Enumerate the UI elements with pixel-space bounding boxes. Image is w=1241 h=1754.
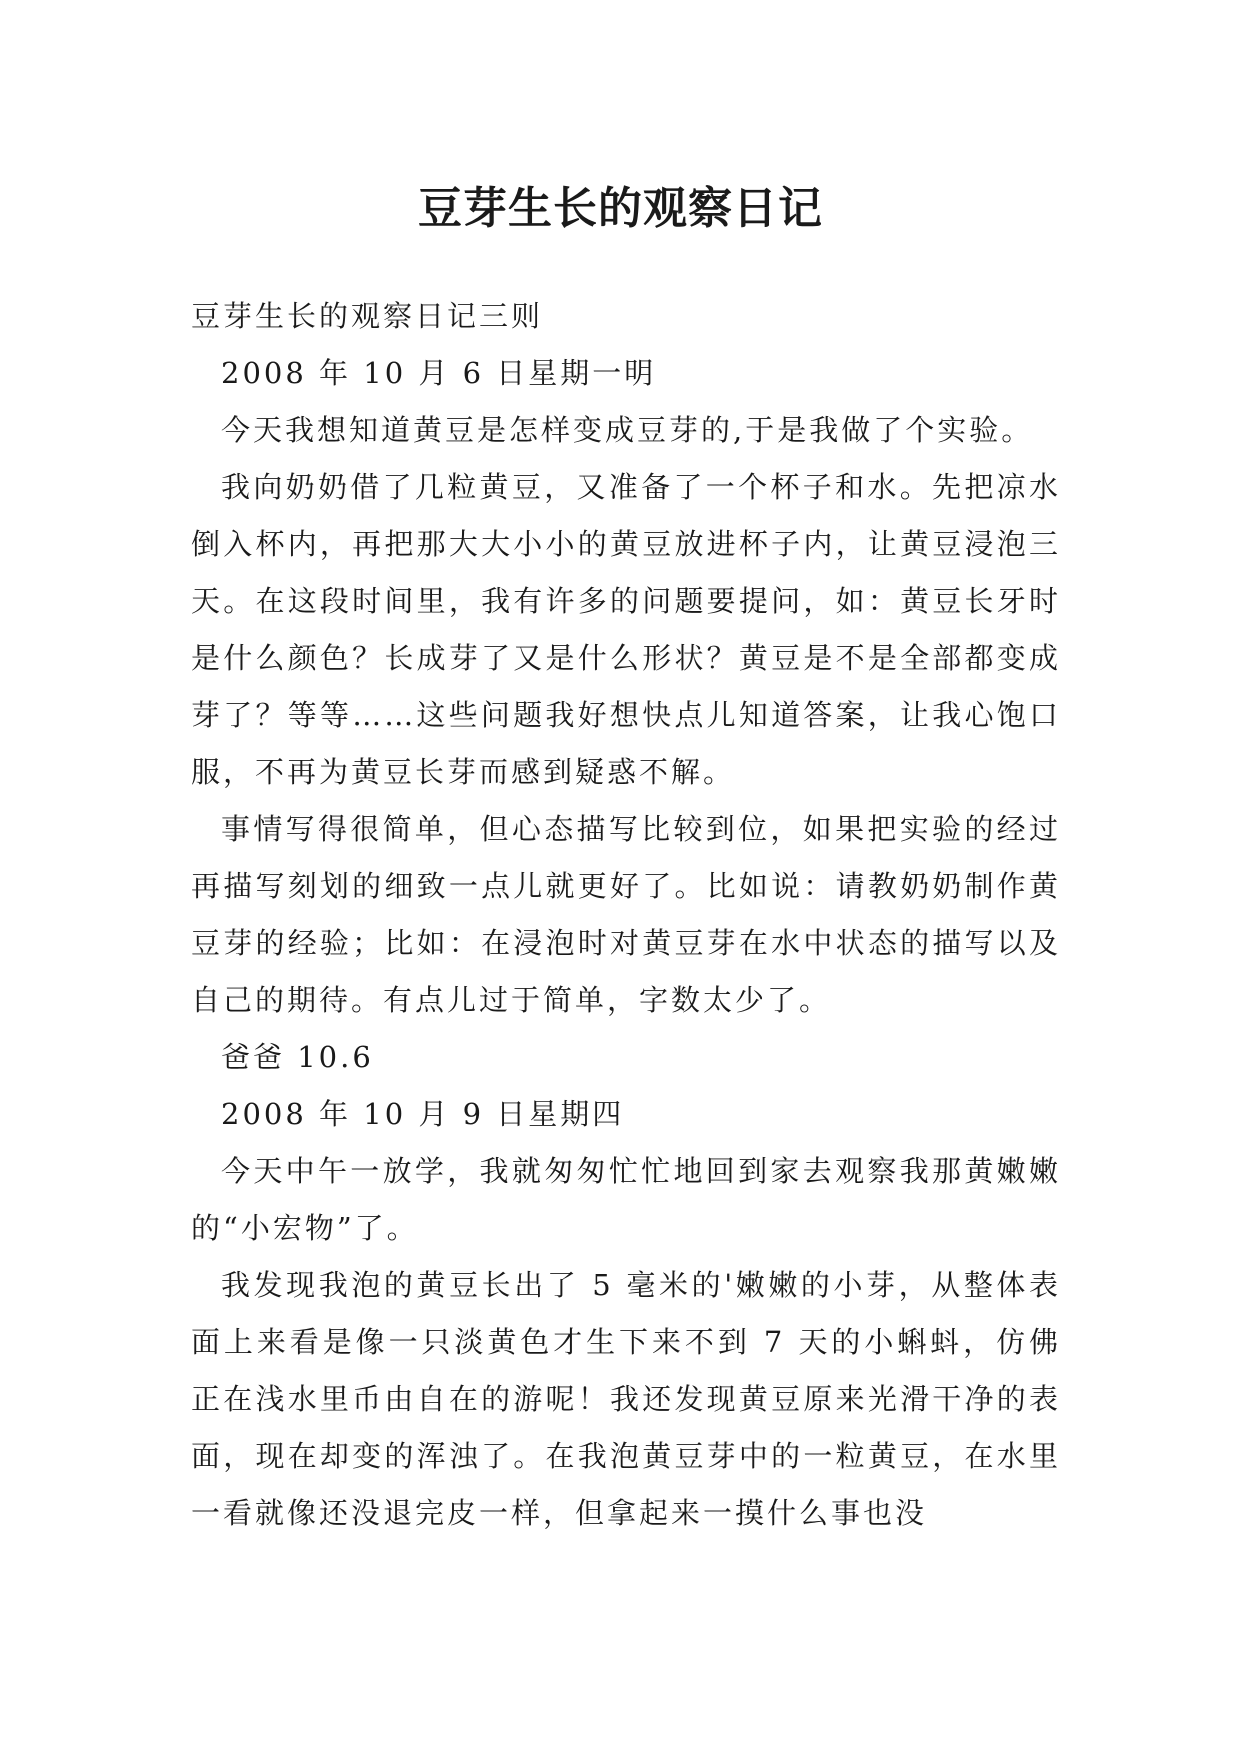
paragraph-text: 今天我想知道黄豆是怎样变成豆芽的,于是我做了个实验。	[221, 413, 1034, 447]
paragraph-date-1: 2008 年 10 月 6 日星期一明	[221, 356, 657, 390]
paragraph-signature: 爸爸 10.6	[221, 1040, 374, 1074]
paragraph-text: 今天中午一放学，我就匆匆忙忙地回到家去观察我那黄嫩嫩的“小宏物”了。	[191, 1154, 1061, 1245]
paragraph-heading: 豆芽生长的观察日记三则	[191, 299, 544, 333]
document-body	[191, 288, 1061, 1542]
paragraph-date-2: 2008 年 10 月 9 日星期四	[221, 1097, 625, 1131]
document-title: 豆芽生长的观察日记	[418, 183, 823, 235]
paragraph-text: 我发现我泡的黄豆长出了 5 毫米的'嫩嫩的小芽，从整体表面上来看是像一只淡黄色才生下来不到 7 天的小蝌蚪，仿佛正在浅水里币由自在的游呢！我还发现黄豆原来光滑干净的表面，现在却变的浑浊了。在我泡黄豆芽中的一粒黄豆，在水里一看就像还没退完皮一样，但拿起来一摸什么事也没	[191, 1268, 1061, 1530]
paragraph-comment: 事情写得很简单，但心态描写比较到位，如果把实验的经过再描写刻划的细致一点儿就更好了。比如说：请教奶奶制作黄豆芽的经验；比如：在浸泡时对黄豆芽在水中状态的描写以及自己的期待。有点儿过于简单，字数太少了。	[191, 812, 1061, 1017]
paragraph-text: 我向奶奶借了几粒黄豆，又准备了一个杯子和水。先把凉水倒入杯内，再把那大大小小的黄豆放进杯子内，让黄豆浸泡三天。在这段时间里，我有许多的问题要提问，如：黄豆长牙时是什么颜色？长成芽了又是什么形状？黄豆是不是全部都变成芽了？等等……这些问题我好想快点儿知道答案，让我心饱口服，不再为黄豆长芽而感到疑惑不解。	[191, 470, 1061, 789]
